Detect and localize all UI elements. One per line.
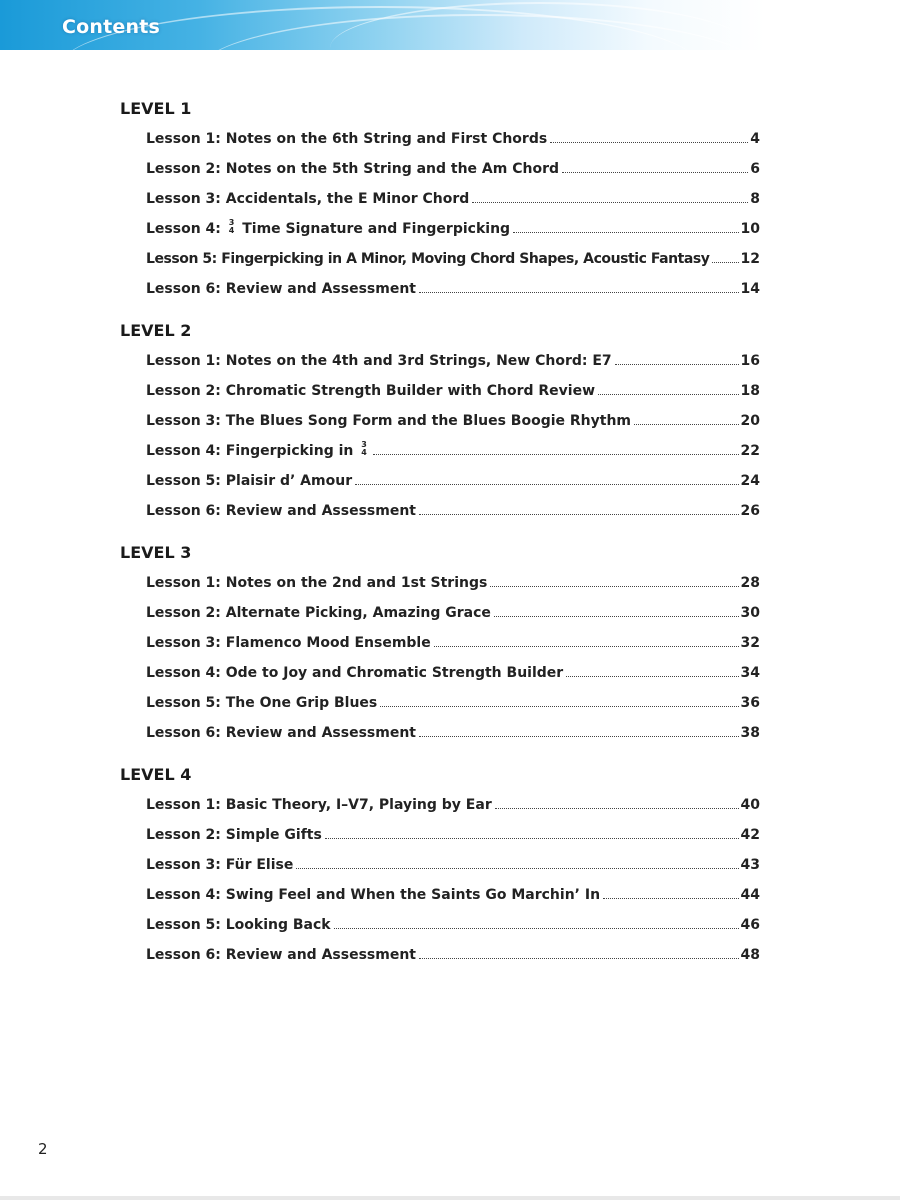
lesson-title: Lesson 5: Looking Back (146, 917, 331, 933)
time-signature-bottom: 4 (361, 448, 367, 457)
time-signature-top: 3 (361, 440, 367, 449)
toc-entry[interactable] (120, 567, 760, 597)
lesson-title: Lesson 3: Für Elise (146, 857, 294, 873)
lesson-title: Lesson 1: Notes on the 4th and 3rd Strings, New Chord: E7 (146, 353, 612, 369)
page-ref: 8 (750, 191, 760, 207)
toc-entry[interactable] (120, 717, 760, 747)
dot-leader (419, 292, 739, 293)
lesson-title-prefix: Lesson 4: Fingerpicking in (146, 443, 354, 459)
dot-leader (566, 676, 738, 677)
lesson-title: Lesson 1: Notes on the 2nd and 1st Strings (146, 575, 488, 591)
toc-entry[interactable] (120, 465, 760, 495)
toc-entry[interactable] (120, 345, 760, 375)
lesson-title: Lesson 4: Swing Feel and When the Saints Go Marchin’ In (146, 887, 601, 903)
lesson-title: Lesson 1: Notes on the 6th String and First Chords (146, 131, 548, 147)
table-of-contents (120, 95, 760, 983)
lesson-title: Lesson 2: Notes on the 5th String and the Am Chord (146, 161, 560, 177)
toc-entry[interactable] (120, 879, 760, 909)
toc-entry[interactable] (120, 273, 760, 303)
lesson-title: Lesson 2: Chromatic Strength Builder with Chord Review (146, 383, 595, 399)
dot-leader (603, 898, 738, 899)
header-band (0, 0, 900, 50)
dot-leader (334, 928, 739, 929)
dot-leader (490, 586, 738, 587)
dot-leader (598, 394, 739, 395)
dot-leader (419, 958, 739, 959)
page-number: 2 (38, 1140, 48, 1158)
lesson-title: Lesson 5: Fingerpicking in A Minor, Moving Chord Shapes, Acoustic Fantasy (146, 251, 710, 267)
page-ref: 28 (740, 575, 760, 591)
page-ref: 6 (750, 161, 760, 177)
dot-leader (355, 484, 738, 485)
page-edge (0, 1196, 900, 1200)
lesson-title (146, 440, 370, 465)
toc-entry[interactable] (120, 627, 760, 657)
lesson-title-suffix: Time Signature and Fingerpicking (242, 221, 511, 237)
page-ref: 16 (740, 353, 760, 369)
level-section-1 (120, 95, 760, 303)
dot-leader (615, 364, 739, 365)
toc-entry[interactable] (120, 657, 760, 687)
lesson-title: Lesson 5: The One Grip Blues (146, 695, 378, 711)
page-ref: 32 (740, 635, 760, 651)
dot-leader (296, 868, 738, 869)
lesson-title: Lesson 5: Plaisir d’ Amour (146, 473, 353, 489)
toc-entry[interactable] (120, 939, 760, 969)
page-ref: 20 (740, 413, 760, 429)
time-signature-top: 3 (228, 218, 235, 227)
lesson-title (146, 218, 511, 243)
dot-leader (634, 424, 738, 425)
page-ref: 40 (740, 797, 760, 813)
toc-entry[interactable] (120, 213, 760, 243)
dot-leader (419, 514, 739, 515)
page-ref: 30 (740, 605, 760, 621)
dot-leader (494, 616, 739, 617)
toc-entry[interactable] (120, 435, 760, 465)
time-signature (229, 219, 235, 235)
dot-leader (325, 838, 739, 839)
page-ref: 48 (740, 947, 760, 963)
page-ref: 14 (740, 281, 760, 297)
lesson-title: Lesson 3: Flamenco Mood Ensemble (146, 635, 431, 651)
toc-entry[interactable] (120, 909, 760, 939)
lesson-title-prefix: Lesson 4: (146, 221, 221, 237)
toc-entry[interactable] (120, 687, 760, 717)
toc-entry[interactable] (120, 405, 760, 435)
page-ref: 43 (740, 857, 760, 873)
page-ref: 26 (740, 503, 760, 519)
dot-leader (434, 646, 739, 647)
level-section-2 (120, 317, 760, 525)
page-ref: 18 (740, 383, 760, 399)
toc-entry[interactable] (120, 495, 760, 525)
time-signature-bottom: 4 (228, 226, 235, 235)
dot-leader (472, 202, 748, 203)
toc-entry[interactable] (120, 789, 760, 819)
page-ref: 34 (740, 665, 760, 681)
dot-leader (550, 142, 748, 143)
lesson-title: Lesson 6: Review and Assessment (146, 947, 416, 963)
dot-leader (419, 736, 739, 737)
lesson-title: Lesson 2: Simple Gifts (146, 827, 322, 843)
page-ref: 44 (740, 887, 760, 903)
toc-entry[interactable] (120, 849, 760, 879)
lesson-title: Lesson 2: Alternate Picking, Amazing Grace (146, 605, 491, 621)
toc-entry[interactable] (120, 123, 760, 153)
dot-leader (495, 808, 739, 809)
level-heading: LEVEL 4 (120, 765, 192, 784)
toc-entry[interactable] (120, 819, 760, 849)
toc-entry[interactable] (120, 243, 760, 273)
dot-leader (513, 232, 738, 233)
dot-leader (712, 262, 738, 263)
lesson-title: Lesson 6: Review and Assessment (146, 725, 416, 741)
level-heading: LEVEL 3 (120, 543, 192, 562)
page-ref: 38 (740, 725, 760, 741)
dot-leader (380, 706, 738, 707)
page-ref: 4 (750, 131, 760, 147)
toc-entry[interactable] (120, 153, 760, 183)
toc-entry[interactable] (120, 183, 760, 213)
lesson-title: Lesson 4: Ode to Joy and Chromatic Strength Builder (146, 665, 564, 681)
page-ref: 36 (740, 695, 760, 711)
level-section-4 (120, 761, 760, 969)
level-heading: LEVEL 2 (120, 321, 192, 340)
page-title: Contents (62, 16, 161, 38)
page-ref: 42 (740, 827, 760, 843)
level-heading: LEVEL 1 (120, 99, 192, 118)
lesson-title: Lesson 6: Review and Assessment (146, 503, 416, 519)
page-ref: 22 (740, 443, 760, 459)
lesson-title: Lesson 3: The Blues Song Form and the Blues Boogie Rhythm (146, 413, 632, 429)
toc-entry[interactable] (120, 597, 760, 627)
page-ref: 12 (740, 251, 760, 267)
dot-leader (373, 454, 739, 455)
lesson-title: Lesson 3: Accidentals, the E Minor Chord (146, 191, 470, 207)
lesson-title: Lesson 6: Review and Assessment (146, 281, 416, 297)
lesson-title: Lesson 1: Basic Theory, I–V7, Playing by Ear (146, 797, 492, 813)
dot-leader (562, 172, 748, 173)
time-signature (361, 441, 367, 457)
page-ref: 46 (740, 917, 760, 933)
toc-entry[interactable] (120, 375, 760, 405)
page-ref: 10 (740, 221, 760, 237)
level-section-3 (120, 539, 760, 747)
page-ref: 24 (740, 473, 760, 489)
